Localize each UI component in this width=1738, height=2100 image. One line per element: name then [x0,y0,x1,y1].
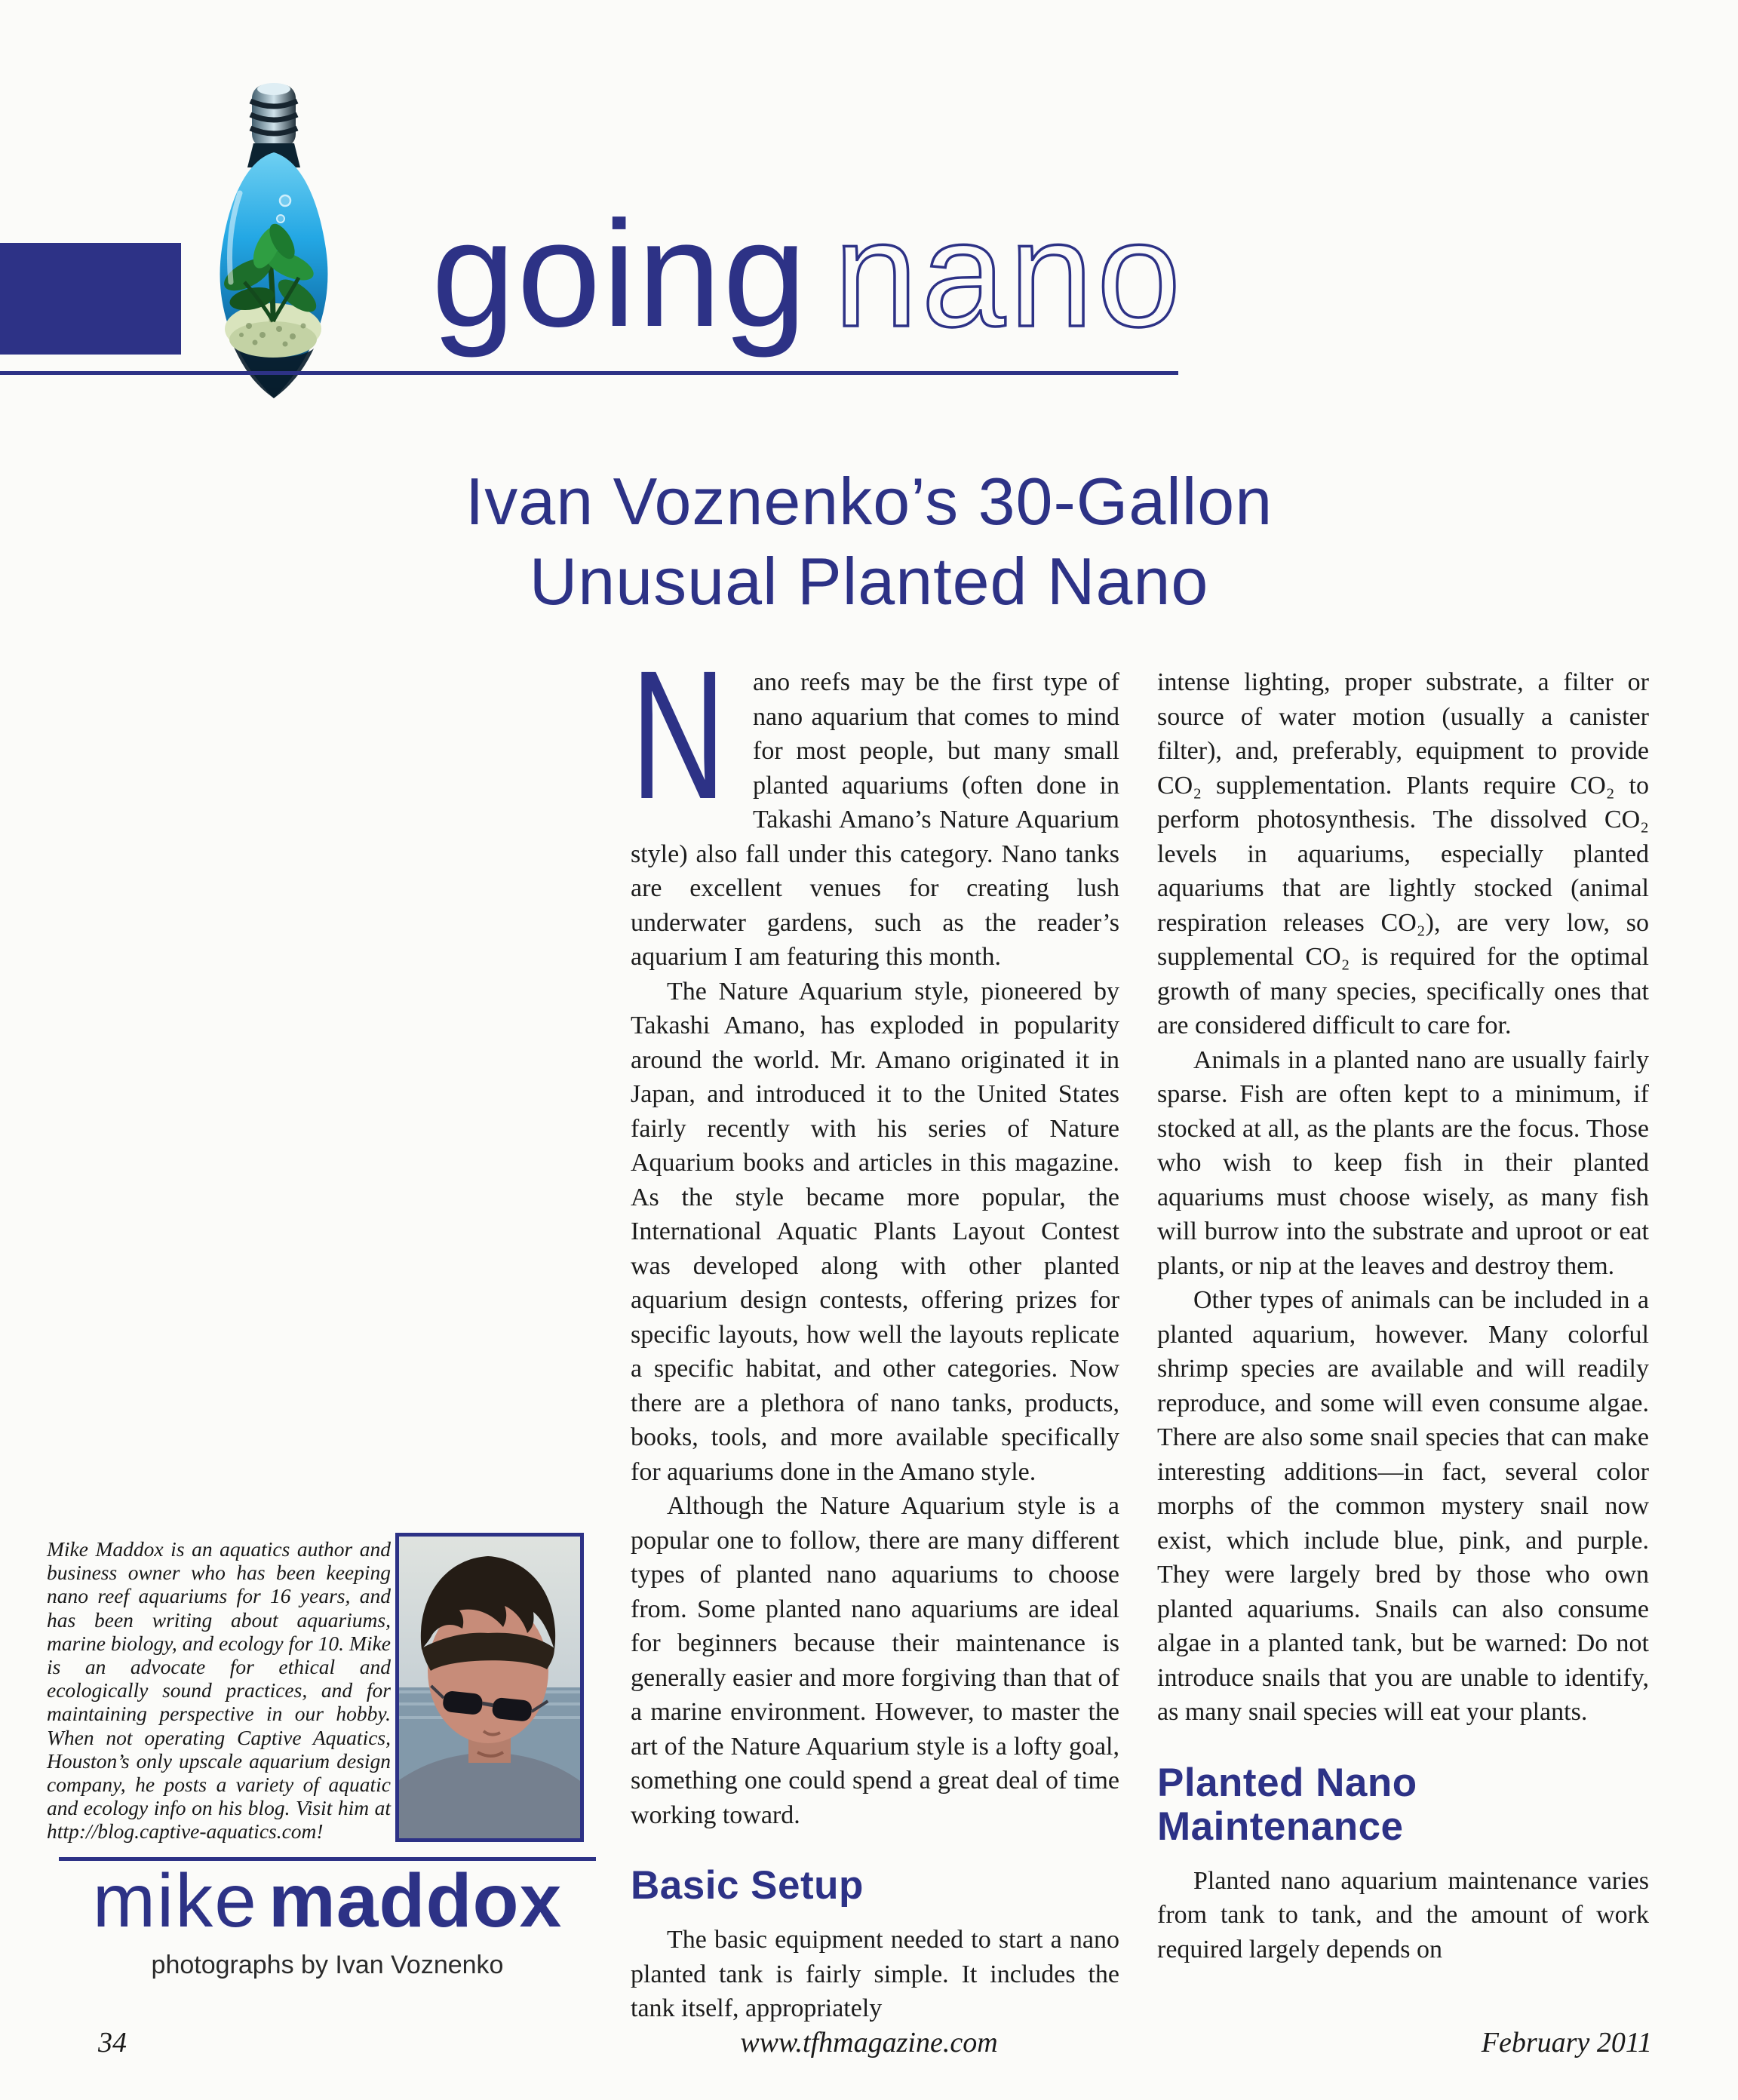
heading-line1: Planted Nano [1157,1760,1417,1805]
section-logo [431,190,1185,358]
byline-first-name: mike [92,1859,258,1943]
paragraph: The Nature Aquarium style, pioneered by Takashi Amano, has exploded in popularity around the world. Mr. Amano originated it in Japan, and introduced it to the United States fairly recently with his series of Nature Aquarium books and articles in this magazine. As the style became more popular, the International Aquatic Plants Layout Contest was developed along with other planted aquarium design contests, offering prizes for specific layouts, how well the layouts replicate a specific habitat, and other categories. Now there are a plethora of nano tanks, products, books, tools, and more available specifically for aquariums done in the Amano style. [631,977,1119,1486]
author-byline [59,1859,596,1961]
footer-website: www.tfhmagazine.com [740,2027,998,2059]
paragraph-text: ano reefs may be the first type of nano aquarium that comes to mind for most people, but many small planted aquariums (often done in Takashi Amano’s Nature Aquarium style) also fall under this category. Nano tanks are excellent venues for creating lush underwater gardens, such as the reader’s aquarium I am featuring this month. [631,668,1119,971]
author-photo [395,1533,584,1842]
body-column-2 [1157,665,1649,1966]
paragraph: The basic equipment needed to start a nano planted tank is fairly simple. It includes the tank itself, appropriately [631,1926,1119,2022]
bulb-plant-icon [160,80,383,404]
header-accent-bar [0,243,181,355]
article-title-line1: Ivan Voznenko’s 30-Gallon [465,464,1273,539]
footer-issue-date: February 2011 [1481,2027,1652,2059]
footer-page-number: 34 [98,2027,127,2059]
article-title-line2: Unusual Planted Nano [529,544,1209,619]
photo-credit: photographs by Ivan Voznenko [151,1951,504,1979]
paragraph: Although the Nature Aquarium style is a popular one to follow, there are many different types of planted nano aquariums to choose from. Some planted nano aquariums are ideal for beginners because their maintenance is generally easier and more forgiving than that of a marine environment. However, to master the art of the Nature Aquarium style is a lofty goal, something one could spend a great deal of time working toward. [631,1492,1119,1829]
paragraph: Other types of animals can be included in a planted aquarium, however. Many colorful shrimp species are available and will readily reproduce, and some will even consume algae. There are also some snail species that can make interesting additions—in fact, several color morphs of the common mystery snail now exist, which include blue, pink, and purple. They were largely bred by those who own planted aquariums. Snails can also consume algae in a planted tank, but be warned: Do not introduce snails that you are unable to identify, as many snail species will eat your plants. [1157,1286,1649,1726]
logo-word-going: going [431,190,809,358]
header-divider-line [0,371,1178,375]
body-column-1 [631,633,1119,2026]
section-heading-planted-nano-maintenance [1157,1761,1649,1849]
author-bio: Mike Maddox is an aquatics author and business owner who has been keeping nano reef aquariums for 16 years, and has been writing about aquariums, marine biology, and ecology for 10. Mike is an advocate for ethical and ecologically sound practices, and for maintaining perspective in our hobby. When not operating Captive Aquatics, Houston’s only upscale aquarium design company, he posts a variety of aquatic and ecology info on his blog. Visit him at http://blog.captive-aquatics.com! [47,1537,391,1844]
heading-line2: Maintenance [1157,1804,1404,1849]
page-footer [0,2026,1738,2064]
paragraph: Planted nano aquarium maintenance varies from tank to tank, and the amount of work required largely depends on [1157,1866,1649,1963]
paragraph [631,633,1119,975]
byline-last-name: maddox [268,1859,563,1943]
paragraph: intense lighting, proper substrate, a filter or source of water motion (usually a canister filter), and, preferably, equipment to provide CO₂ supplementation. Plants require CO₂ to perform photosynthesis. The dissolved CO₂ levels in aquariums, especially planted aquariums that are lightly stocked (animal respiration releases CO₂), are very low, so supplemental CO₂ is required for the optimal growth of many species, specifically ones that are considered difficult to care for. [1157,668,1649,1039]
paragraph: Animals in a planted nano are usually fairly sparse. Fish are often kept to a minimum, if stocked at all, as the plants are the focus. Those who wish to keep fish in their planted aquariums must choose wisely, as many fish will burrow into the substrate and uproot or eat plants, or nip at the leaves and destroy them. [1157,1045,1649,1280]
article-title [0,462,1738,622]
dropcap-letter: N [631,633,726,837]
logo-word-nano: nano [834,190,1185,358]
section-heading-basic-setup: Basic Setup [631,1863,864,1908]
